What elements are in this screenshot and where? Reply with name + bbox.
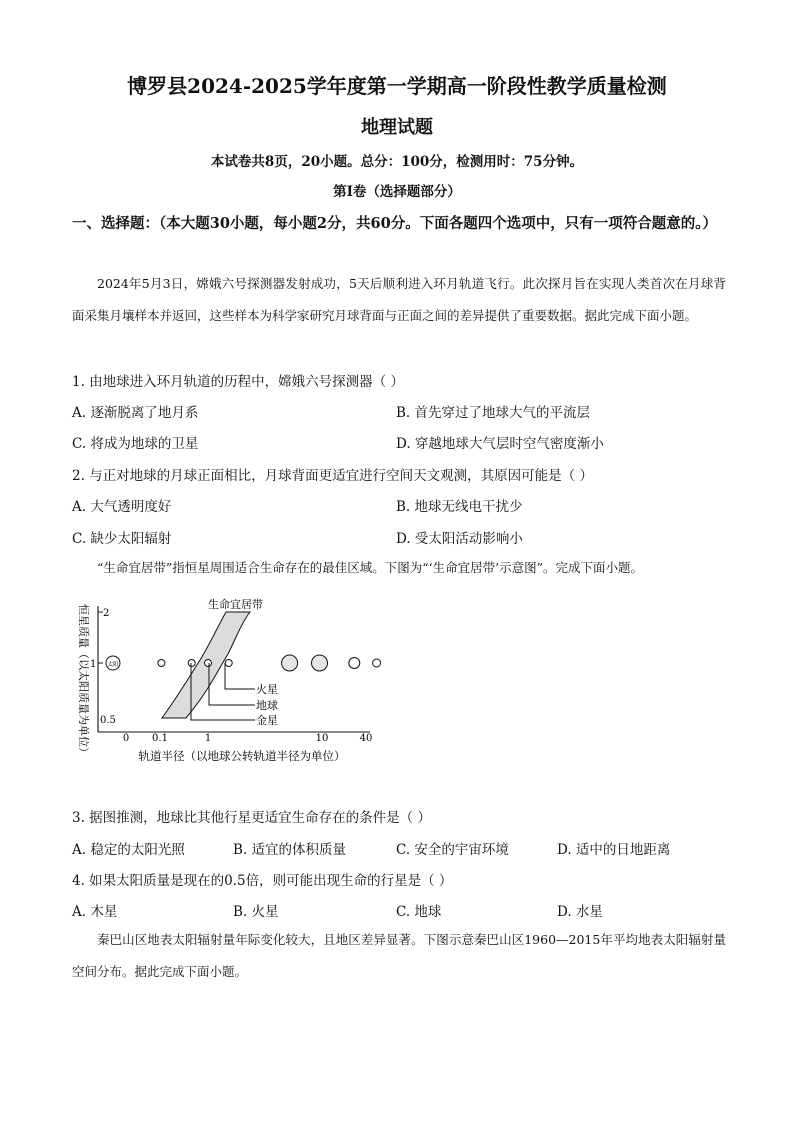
q3-option-a[interactable]: A. 稳定的太阳光照 — [72, 842, 185, 858]
question-2: 2. 与正对地球的月球正面相比，月球背面更适宜进行空间天文观测，其原因可能是（ ） — [72, 468, 593, 484]
question-3: 3. 据图推测，地球比其他行星更适宜生命存在的条件是（ ） — [72, 810, 431, 826]
q1-option-a[interactable]: A. 逐渐脱离了地月系 — [72, 405, 199, 421]
x-tick-label-0-1: 0.1 — [152, 733, 168, 744]
planet-point — [188, 660, 195, 667]
exam-note: 本试卷共8页，20小题。总分：100分，检测用时：75分钟。 — [210, 154, 584, 170]
question-1: 1. 由地球进入环月轨道的历程中，嫦娥六号探测器（ ） — [72, 374, 404, 390]
habitable-zone-figure — [70, 592, 400, 770]
y-tick-label-0-5: 0.5 — [100, 715, 116, 726]
planet-point — [282, 655, 298, 671]
section-heading: 一、选择题：（本大题30小题，每小题2分，共60分。下面各题四个选项中，只有一项符合题意的。） — [72, 215, 717, 232]
x-tick-label-1: 1 — [204, 733, 212, 744]
q1-option-c[interactable]: C. 将成为地球的卫星 — [72, 436, 199, 452]
habitable-zone-label: 生命宜居带 — [208, 598, 263, 611]
q4-option-d[interactable]: D. 水星 — [557, 904, 603, 920]
venus-label: 金星 — [256, 714, 278, 727]
q2-option-c[interactable]: C. 缺少太阳辐射 — [72, 531, 172, 547]
planet-point — [158, 660, 165, 667]
y-axis-label: 恒星质量（以太阳质量为单位） — [77, 604, 90, 758]
planet-point — [225, 660, 232, 667]
planet-point — [205, 660, 212, 667]
planet-point — [349, 658, 360, 669]
planet-point — [312, 655, 328, 671]
q3-option-c[interactable]: C. 安全的宇宙环境 — [396, 842, 509, 858]
exam-subtitle: 地理试题 — [361, 117, 433, 138]
q4-option-a[interactable]: A. 木星 — [72, 904, 118, 920]
q4-option-c[interactable]: C. 地球 — [396, 904, 442, 920]
planet-point — [373, 659, 381, 667]
q3-option-d[interactable]: D. 适中的日地距离 — [557, 842, 671, 858]
sun-label: 太阳 — [107, 662, 119, 668]
passage-qinba-radiation: 秦巴山区地表太阳辐射量年际变化较大，且地区差异显著。下图示意秦巴山区1960—2015年平均地表太阳辐射量空间分布。据此完成下面小题。 — [72, 932, 726, 979]
y-tick-label-1: 1 — [90, 659, 97, 670]
passage-chang-e: 2024年5月3日，嫦娥六号探测器发射成功，5天后顺利进入环月轨道飞行。此次探月旨在实现人类首次在月球背面采集月壤样本并返回，这些样本为科学家研究月球背面与正面之间的差异提供了重要数据。据此完成下面小题。 — [72, 276, 726, 323]
q2-option-a[interactable]: A. 大气透明度好 — [72, 499, 172, 515]
q3-option-b[interactable]: B. 适宜的体积质量 — [233, 842, 347, 858]
part-title: 第Ⅰ卷（选择题部分） — [333, 184, 461, 200]
x-tick-label-40: 40 — [359, 733, 373, 744]
y-tick-label-2: 2 — [103, 608, 110, 619]
earth-label: 地球 — [256, 699, 278, 712]
q1-option-d[interactable]: D. 穿越地球大气层时空气密度渐小 — [396, 436, 604, 452]
x-axis-label: 轨道半径（以地球公转轨道半径为单位） — [138, 749, 346, 763]
q4-option-b[interactable]: B. 火星 — [233, 904, 279, 920]
q1-option-b[interactable]: B. 首先穿过了地球大气的平流层 — [396, 405, 591, 421]
q2-option-d[interactable]: D. 受太阳活动影响小 — [396, 531, 523, 547]
mars-label: 火星 — [256, 683, 278, 696]
question-4: 4. 如果太阳质量是现在的0.5倍，则可能出现生命的行星是（ ） — [72, 873, 453, 889]
x-tick-label-10: 10 — [315, 733, 329, 744]
q2-option-b[interactable]: B. 地球无线电干扰少 — [396, 499, 523, 515]
x-tick-label-0: 0 — [122, 733, 130, 744]
passage-habitable-zone: “生命宜居带”指恒星周围适合生命存在的最佳区域。下图为“‘生命宜居带’示意图”。完成下面小题。 — [97, 560, 644, 575]
exam-title: 博罗县2024-2025学年度第一学期高一阶段性教学质量检测 — [127, 74, 667, 98]
